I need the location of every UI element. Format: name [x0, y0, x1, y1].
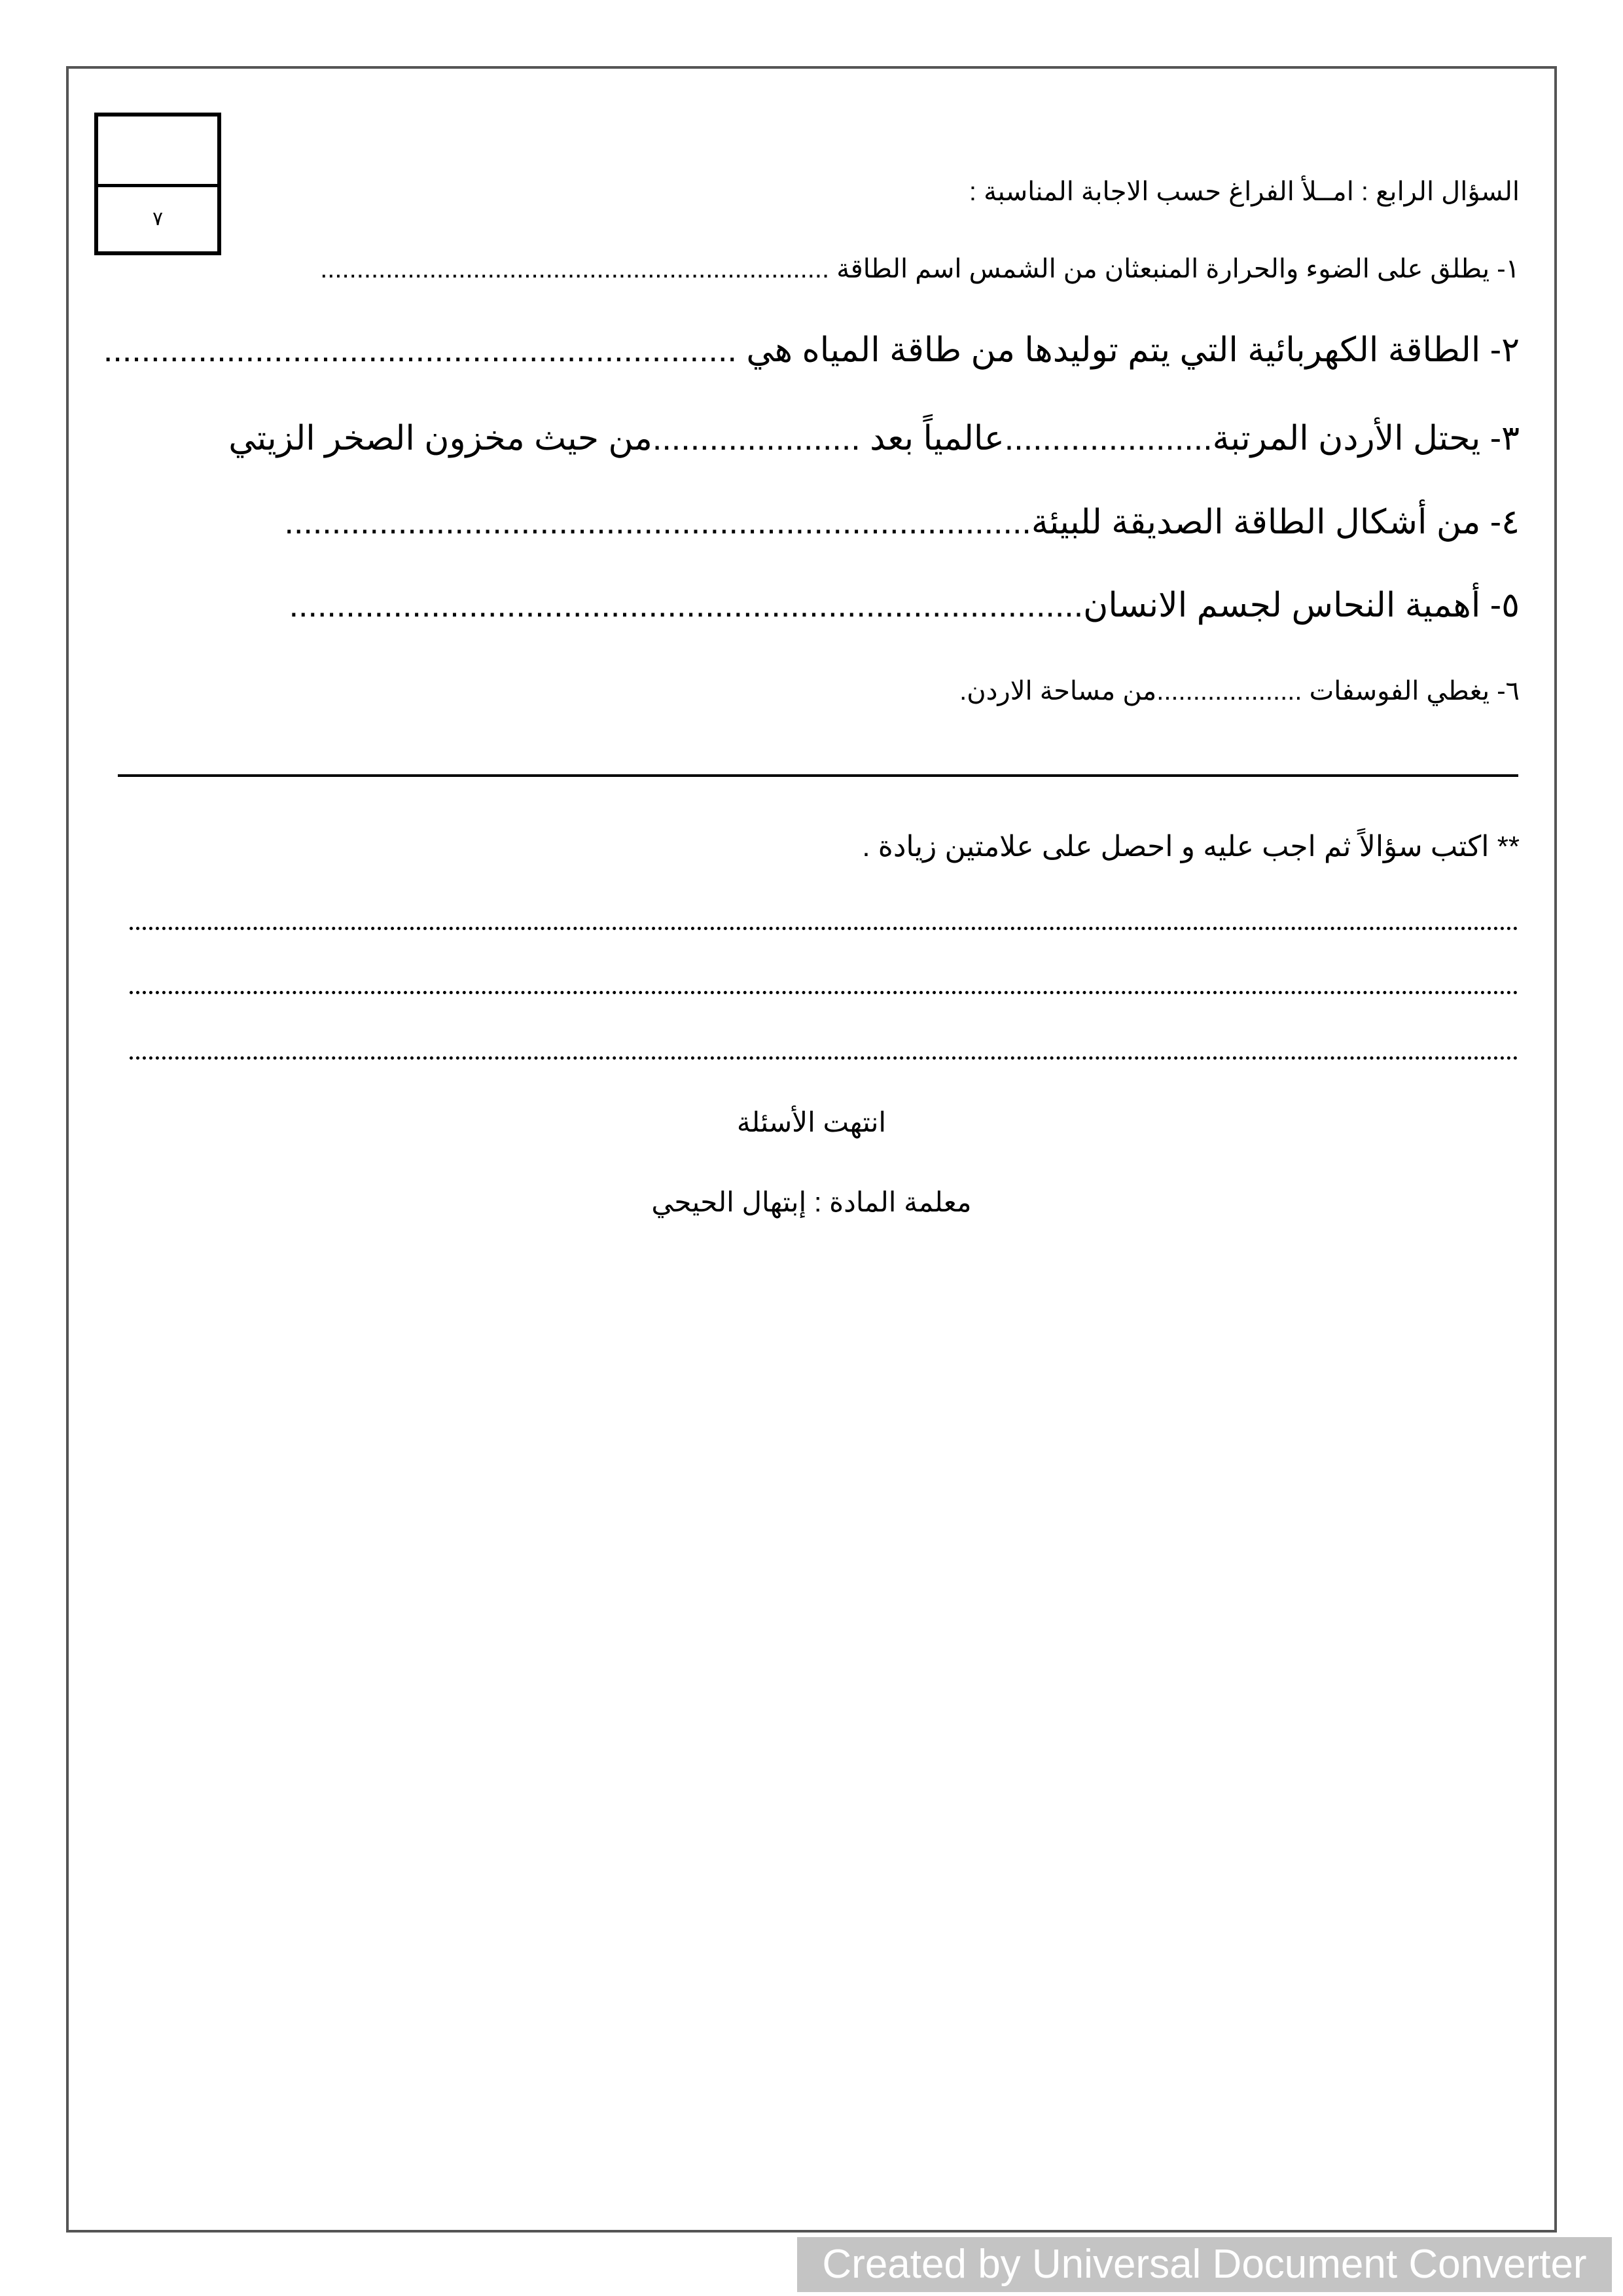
score-value: ٧ — [152, 208, 164, 230]
question-item-2: ٢- الطاقة الكهربائية التي يتم توليدها من طاقة المياه هي ................................................................... — [103, 331, 1520, 369]
question-item-6: ٦- يغطي الفوسفات ....................من مساحة الاردن. — [959, 677, 1520, 706]
bonus-instruction: ** اكتب سؤالاً ثم اجب عليه و احصل على علامتين زيادة . — [862, 831, 1520, 863]
score-box — [94, 113, 221, 255]
question-title: السؤال الرابع : امــلأ الفراغ حسب الاجابة المناسبة : — [969, 177, 1520, 206]
question-item-5: ٥- أهمية النحاس لجسم الانسان.................................................................................... — [289, 586, 1520, 624]
answer-line-1[interactable] — [130, 927, 1518, 930]
section-separator — [118, 774, 1518, 777]
answer-line-3[interactable] — [130, 1056, 1518, 1060]
end-of-questions: انتهت الأسئلة — [736, 1107, 887, 1138]
answer-line-2[interactable] — [130, 991, 1518, 994]
question-item-1: ١- يطلق على الضوء والحرارة المنبعثان من الشمس اسم الطاقة ...................................................................... — [320, 255, 1520, 283]
question-item-4: ٤- من أشكال الطاقة الصديقة للبيئة............................................................................... — [284, 503, 1520, 541]
page-border — [66, 66, 1557, 2233]
score-box-divider — [98, 184, 217, 187]
converter-watermark: Created by Universal Document Converter — [797, 2237, 1612, 2292]
teacher-name: معلمة المادة : إبتهال الحيحي — [651, 1187, 972, 1217]
question-item-3: ٣- يحتل الأردن المرتبة......................عالمياً بعد ......................من حيث مخزون الصخر الزيتي — [228, 420, 1520, 457]
